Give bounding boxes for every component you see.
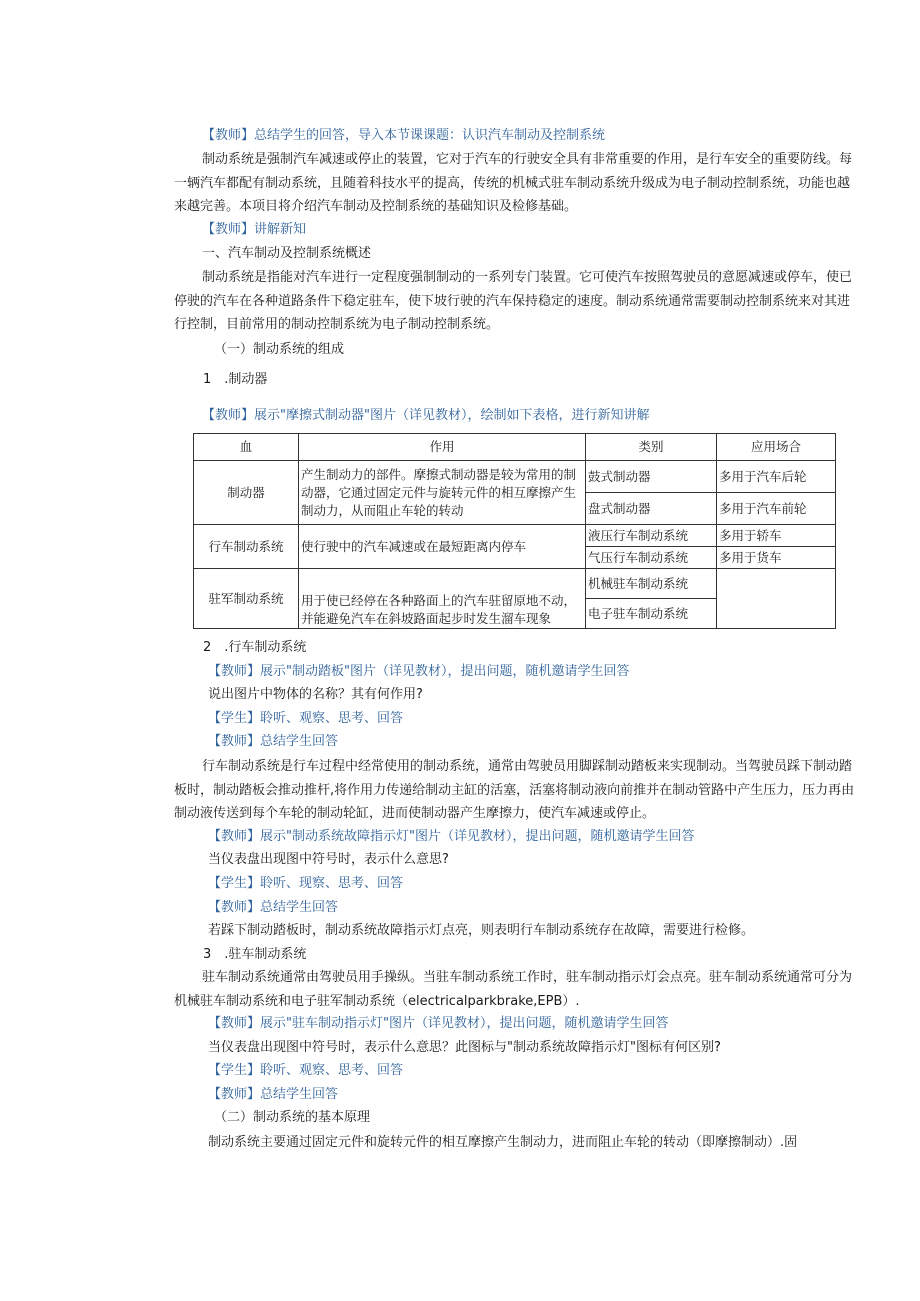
teacher-summary-1: 【教师】总结学生回答 (208, 734, 339, 749)
table-row (194, 569, 836, 599)
table-row (194, 525, 836, 547)
header-cell: 作用 (299, 434, 586, 461)
brake-system-table (193, 433, 836, 629)
fault-light-answer: 若踩下制动踏板时，制动系统故障指示灯点亮，则表明行车制动系统存在故障，需要进行检修。 (208, 923, 755, 938)
item-service-brake: 2 .行车制动系统 (203, 640, 307, 655)
header-cell: 应用场合 (717, 434, 836, 461)
teacher-show-fault-light: 【教师】展示"制动系统故障指示灯"图片（详见教材），提出问题，随机邀请学生回答 (208, 829, 695, 844)
header-cell: 类别 (586, 434, 717, 461)
student-response-3: 【学生】聆听、观察、思考、回答 (208, 1063, 404, 1078)
question-pedal: 说出图片中物体的名称？其有何作用? (208, 687, 423, 702)
teacher-summary-intro: 【教师】总结学生的回答，导入本节课课题：认识汽车制动及控制系统 (202, 128, 606, 143)
cell-pneumatic: 气压行车制动系统 (586, 547, 717, 569)
teacher-show-friction-brake: 【教师】展示"摩擦式制动器"图片（详见教材），绘制如下表格，进行新知讲解 (202, 408, 650, 423)
paragraph-principle: 制动系统主要通过固定元件和旋转元件的相互摩擦产生制动力，进而阻止车轮的转动（即摩擦制动）.固 (208, 1135, 798, 1150)
cell-drum-brake: 鼓式制动器 (586, 461, 717, 493)
subsection-principle: （二）制动系统的基本原理 (214, 1110, 371, 1125)
subsection-composition: （一）制动系统的组成 (214, 342, 345, 357)
teacher-show-parking-light: 【教师】展示"驻车制动指示灯"图片（详见教材），提出问题，随机邀请学生回答 (208, 1016, 669, 1031)
cell-disc-use: 多用于汽车前轮 (717, 493, 836, 525)
item-parking-brake: 3 .驻车制动系统 (203, 947, 307, 962)
question-parking-light: 当仪表盘出现图中符号时，表示什么意思？此图标与"制动系统故障指示灯"图标有何区别? (208, 1040, 721, 1055)
student-response-2: 【学生】聆听、现察、思考、回答 (208, 876, 404, 891)
cell-hydraulic: 液压行车制动系统 (586, 525, 717, 547)
teacher-show-pedal: 【教师】展示"制动踏板"图片（详见教材），提出问题，随机邀请学生回答 (208, 664, 630, 679)
cell-brake-role: 产生制动力的部件。摩擦式制动器是较为常用的制动器，它通过固定元件与旋转元件的相互摩擦产生制动力，从而阻止车轮的转动 (299, 461, 586, 525)
cell-electronic-parking: 电子驻车制动系统 (586, 599, 717, 629)
teacher-summary-3: 【教师】总结学生回答 (208, 1087, 339, 1102)
paragraph-service-brake: 行车制动系统是行车过程中经常使用的制动系统，通常由驾驶员用脚踩制动踏板来实现制动。当驾驶员踩下制动踏板时，制动踏板会推动推杆,将作用力传递给制动主缸的活塞，活塞将制动液向前推并在制动管路中产生压力，压力再由制动液传送到每个车轮的制动轮缸，进而使制动器产生摩擦力，使汽车减速或停止。 (174, 759, 855, 821)
paragraph-intro: 制动系统是强制汽车减速或停止的装置，它对于汽车的行驶安全具有非常重要的作用，是行车安全的重要防线。每一辆汽车都配有制动系统，且随着科技水平的提高，传统的机械式驻车制动系统升级成为电子制动控制系统，功能也越来越完善。本项目将介绍汽车制动及控制系统的基础知识及检修基础。 (174, 152, 853, 214)
student-response-1: 【学生】聆听、观察、思考、回答 (208, 711, 404, 726)
cell-parking-role: 用于使已经停在各种路面上的汽车驻留原地不动，并能避免汽车在斜坡路面起步时发生溜车现象 (299, 569, 586, 629)
table-header-row (194, 434, 836, 461)
cell-service-name: 行车制动系统 (194, 525, 299, 569)
item-brake: 1 .制动器 (203, 372, 268, 387)
section-heading-1: 一、汽车制动及控制系统概述 (202, 246, 372, 261)
cell-pneumatic-use: 多用于货车 (717, 547, 836, 569)
cell-mechanical-parking: 机械驻车制动系统 (586, 569, 717, 599)
teacher-new-knowledge: 【教师】讲解新知 (202, 222, 307, 237)
cell-drum-use: 多用于汽车后轮 (717, 461, 836, 493)
teacher-summary-2: 【教师】总结学生回答 (208, 900, 339, 915)
question-fault-light: 当仪表盘出现图中符号时，表示什么意思? (208, 852, 449, 867)
header-cell: 血 (194, 434, 299, 461)
cell-brake-name: 制动器 (194, 461, 299, 525)
cell-parking-use-empty (717, 569, 836, 629)
table-row (194, 461, 836, 493)
cell-service-role: 使行驶中的汽车减速或在最短距离内停车 (299, 525, 586, 569)
paragraph-parking-brake: 驻车制动系统通常由驾驶员用手操纵。当驻车制动系统工作时，驻车制动指示灯会点亮。驻车制动系统通常可分为机械驻车制动系统和电子驻军制动系统（electricalparkbrake,EPB）. (174, 970, 853, 1009)
cell-hydraulic-use: 多用于轿车 (717, 525, 836, 547)
paragraph-overview: 制动系统是指能对汽车进行一定程度强制制动的一系列专门装置。它可使汽车按照驾驶员的意愿减速或停车，使已停驶的汽车在各种道路条件下稳定驻车，使下坡行驶的汽车保持稳定的速度。制动系统通常需要制动控制系统来对其进行控制，目前常用的制动控制系统为电子制动控制系统。 (174, 270, 853, 332)
cell-disc-brake: 盘式制动器 (586, 493, 717, 525)
cell-parking-name: 驻军制动系统 (194, 569, 299, 629)
